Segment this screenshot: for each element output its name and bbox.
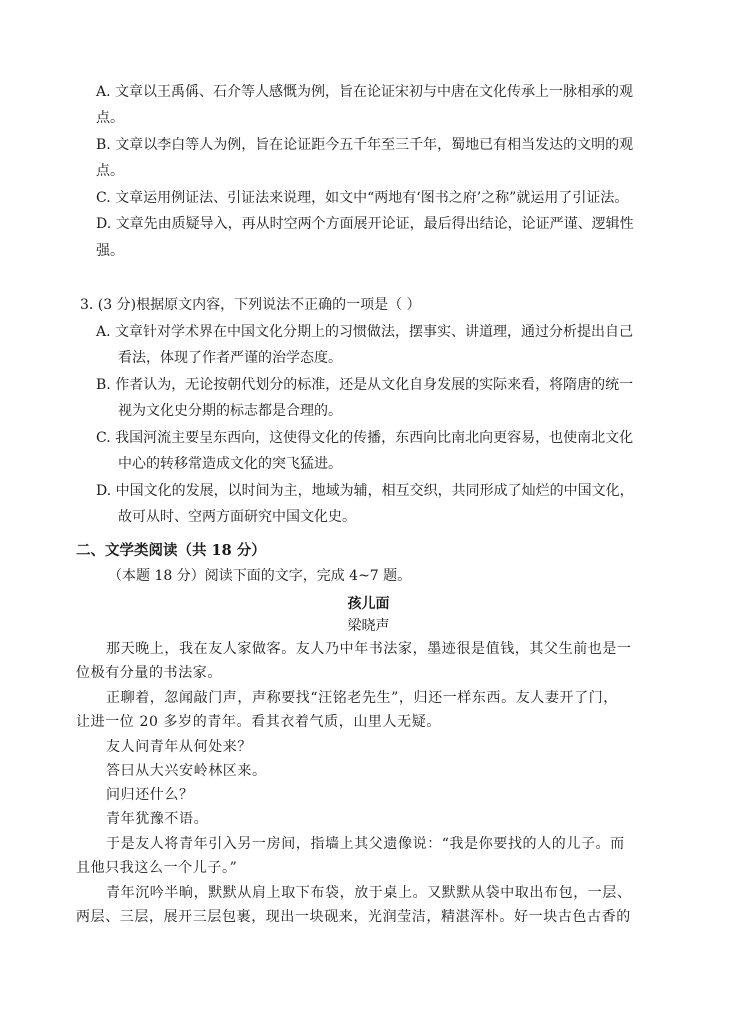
story-p2-line2: 让进一位 20 多岁的青年。看其衣着气质，山里人无疑。 [76,714,441,730]
q3-option-d-line1: D. 中国文化的发展，以时间为主，地域为辅，相互交织，共同形成了灿烂的中国文化， [96,483,634,499]
story-author: 梁晓声 [347,618,390,634]
q2-option-b-line1: B. 文章以李白等人为例，旨在论证距今五千年至三千年，蜀地已有相当发达的文明的观 [96,137,634,153]
q2-option-c-line1: C. 文章运用例证法、引证法来说理，如文中“两地有‘图书之府’之称”就运用了引证法。 [96,190,629,206]
q3-option-c-line1: C. 我国河流主要呈东西向，这使得文化的传播，东西向比南北向更容易，也使南北文化 [96,430,634,446]
story-p8-line2: 两层、三层，展开三层包裹，现出一块砚来，光润莹洁，精湛浑朴。好一块古色古香的 [76,909,631,925]
story-p1-line2: 位极有分量的书法家。 [76,665,222,681]
q2-option-a-line2: 点。 [96,110,124,126]
q3-option-c-line2: 中心的转移常造成文化的突飞猛进。 [118,456,342,472]
q3-option-d-line2: 故可从时、空两方面研究中国文化史。 [118,509,356,525]
section-instruction: （本题 18 分）阅读下面的文字，完成 4~7 题。 [108,568,412,584]
story-p8-line1: 青年沉吟半晌，默默从肩上取下布袋，放于桌上。又默默从袋中取出布包，一层、 [106,885,632,901]
story-p1-line1: 那天晚上，我在友人家做客。友人乃中年书法家，墨迹很是值钱，其父生前也是一 [106,641,632,657]
q3-stem: 3. (3 分)根据原文内容，下列说法不正确的一项是（ ） [80,297,421,313]
story-p4: 答曰从大兴安岭林区来。 [106,763,267,779]
story-title: 孩儿面 [347,596,390,612]
q3-option-a-line2: 看法，体现了作者严谨的治学态度。 [118,350,342,366]
q3-option-b-line2: 视为文化史分期的标志都是合理的。 [118,403,342,419]
q3-option-b-line1: B. 作者认为，无论按朝代划分的标准，还是从文化自身发展的实际来看，将隋唐的统一 [96,377,634,393]
story-p3: 友人问青年从何处来？ [106,739,252,755]
section-heading: 二、文学类阅读（共 18 分） [76,542,266,559]
q2-option-d-line1: D. 文章先由质疑导入，再从时空两个方面展开论证，最后得出结论，论证严谨、逻辑性 [96,216,634,232]
story-p2-line1: 正聊着，忽闻敲门声，声称要找“汪铭老先生”，归还一样东西。友人妻开了门， [106,690,618,706]
story-p7-line1: 于是友人将青年引入另一房间，指墙上其父遗像说：“我是你要找的人的儿子。而 [106,836,625,852]
q2-option-b-line2: 点。 [96,163,124,179]
story-p7-line2: 且他只我这么一个儿子。” [76,860,238,876]
q2-option-d-line2: 强。 [96,243,124,259]
story-p5: 问归还什么？ [106,787,194,803]
story-p6: 青年犹豫不语。 [106,811,209,827]
q2-option-a-line1: A. 文章以王禹偁、石介等人感慨为例，旨在论证宋初与中唐在文化传承上一脉相承的观 [96,84,634,100]
q3-option-a-line1: A. 文章针对学术界在中国文化分期上的习惯做法，摆事实、讲道理，通过分析提出自己 [96,324,634,340]
